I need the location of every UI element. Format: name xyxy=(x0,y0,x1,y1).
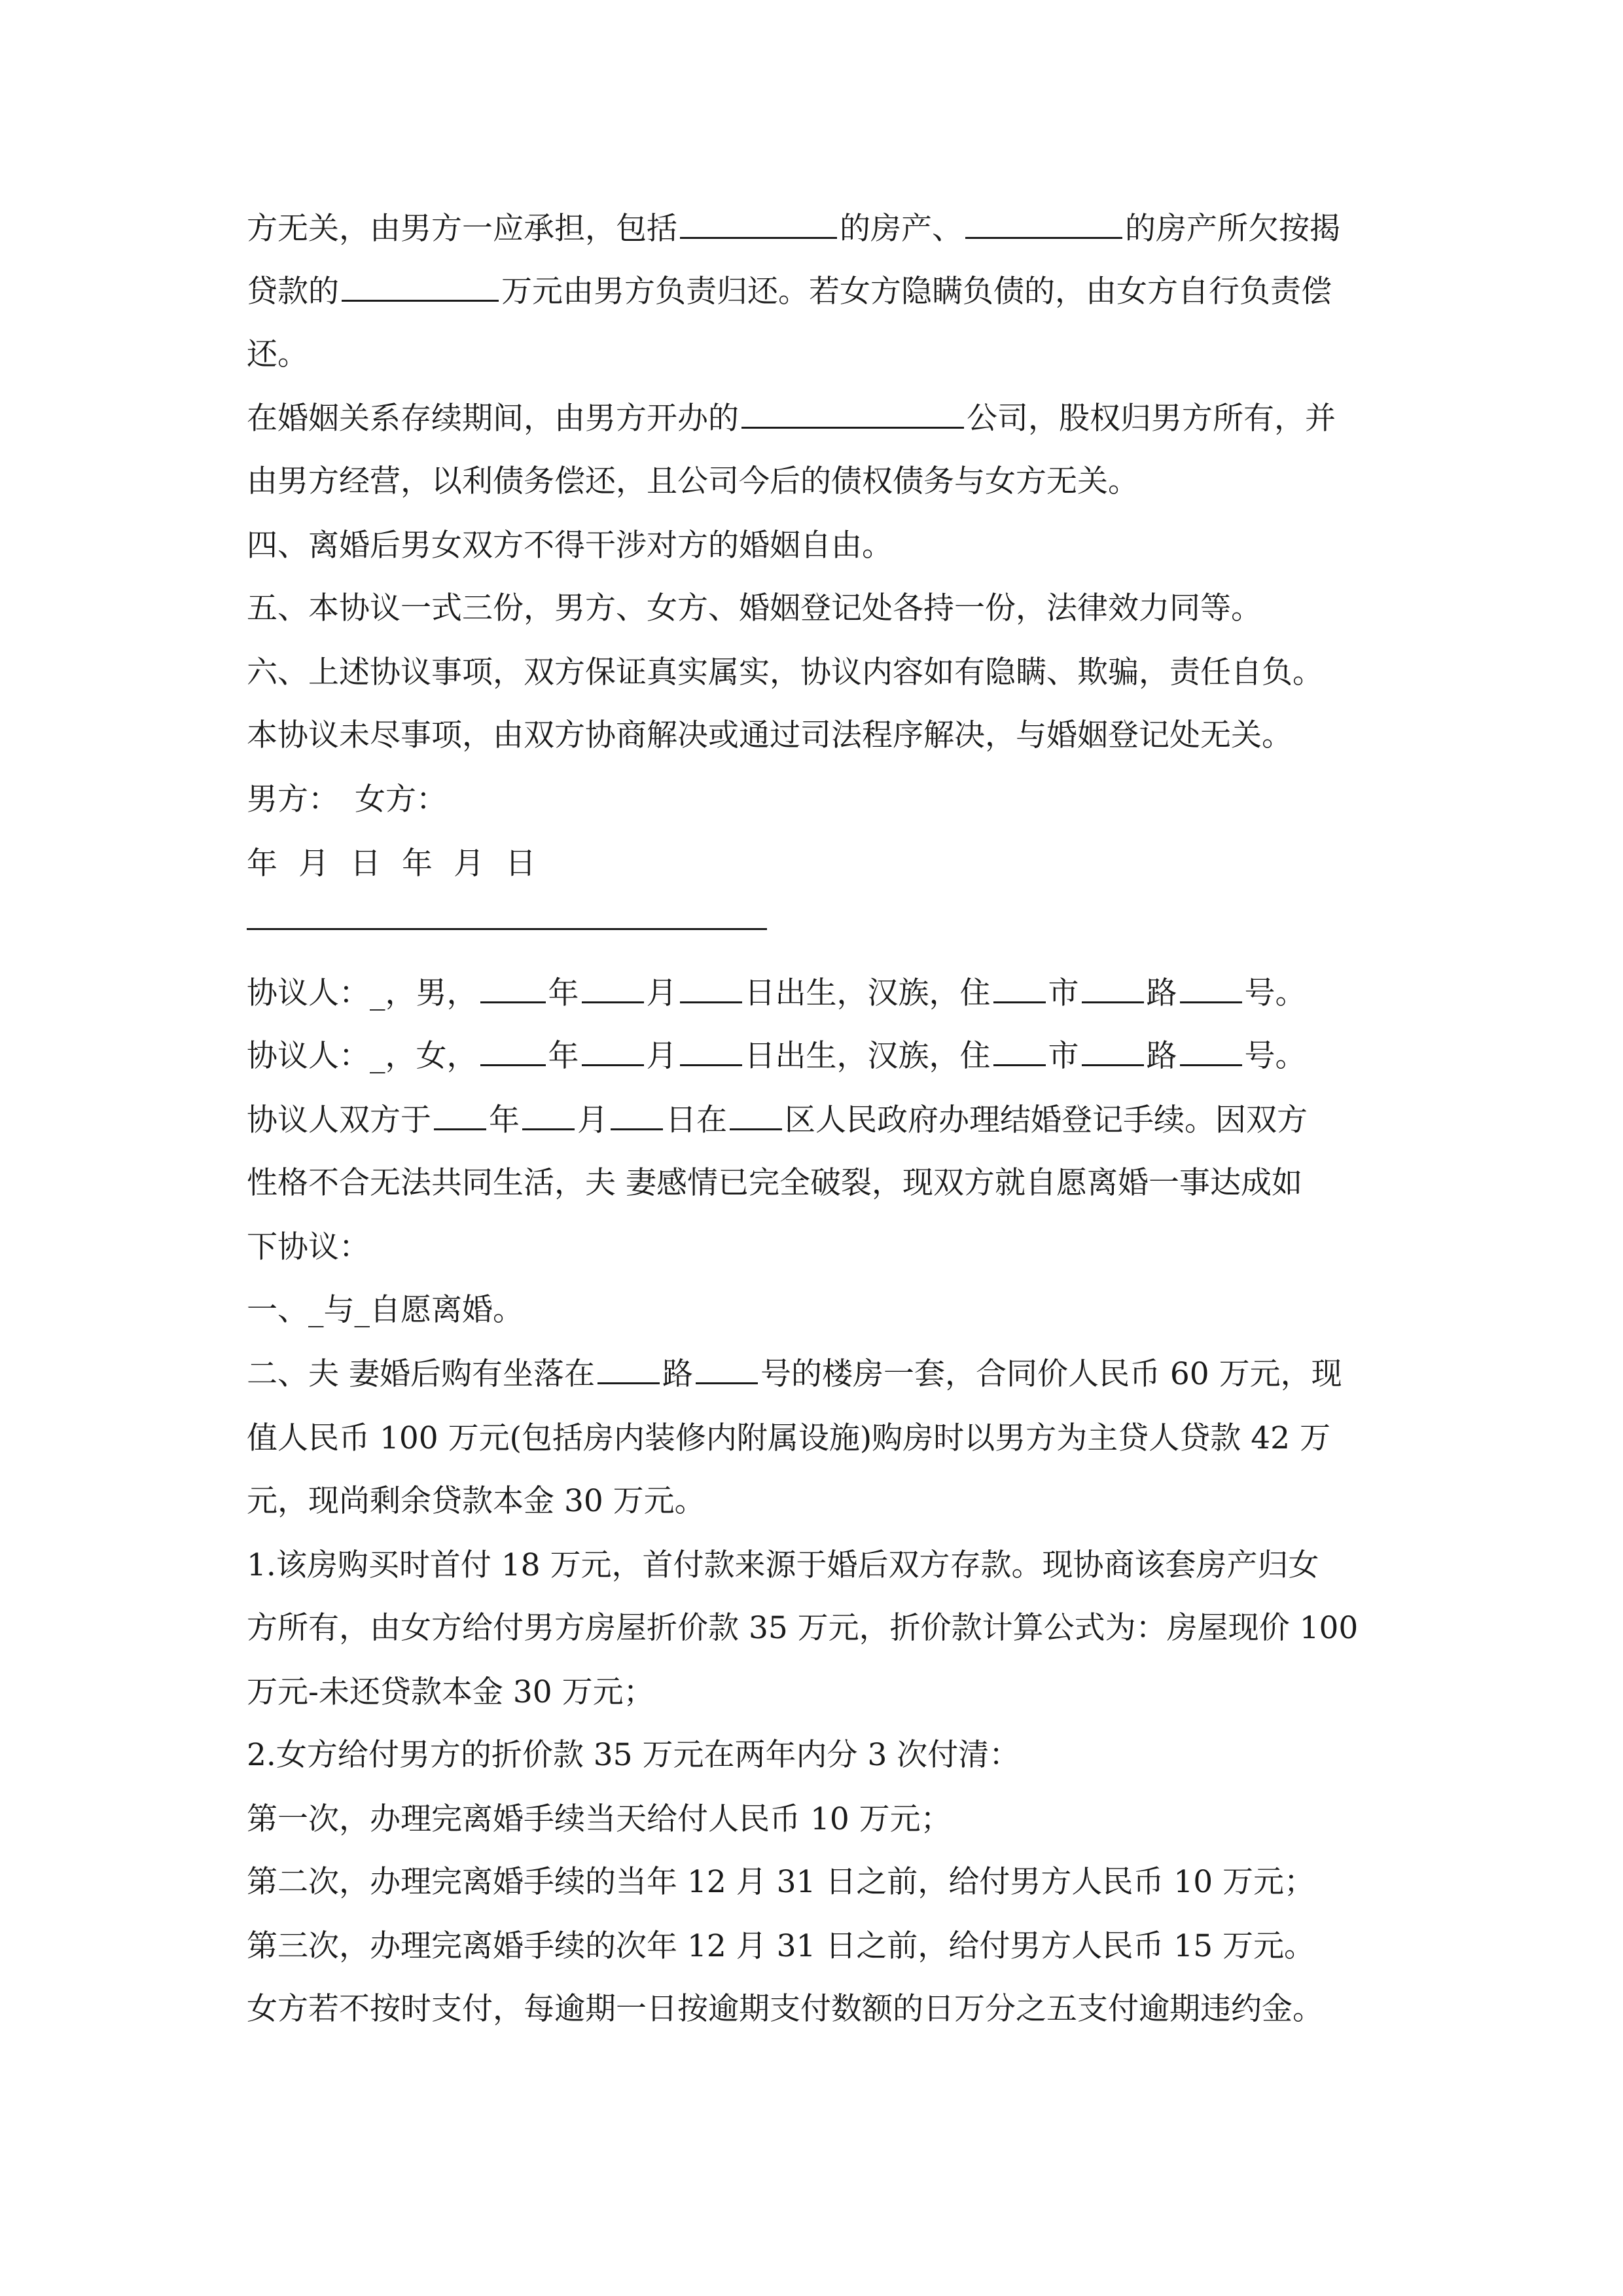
item-1-line3: 万元-未还贷款本金 30 万元； xyxy=(247,1674,654,1710)
fill-blank[interactable] xyxy=(434,1101,486,1130)
fill-blank[interactable] xyxy=(993,1037,1046,1066)
fill-blank[interactable] xyxy=(696,1355,758,1384)
text-span: 区人民政府办理结婚登记手续。因双方 xyxy=(785,1102,1308,1138)
text-span: 路 xyxy=(1146,1038,1177,1074)
female-signature-label: 女方： xyxy=(355,781,447,817)
item-2: 2.女方给付男方的折价款 35 万元在两年内分 3 次付清： xyxy=(247,1737,1020,1773)
text-span: 协议人双方于 xyxy=(247,1102,431,1138)
text-span: 万元由男方负责归还。若女方隐瞒负债的，由女方自行负责偿 xyxy=(501,274,1332,310)
text-span: 的房产所欠按揭 xyxy=(1125,211,1340,247)
p1-line2 xyxy=(247,272,1332,312)
text-span: 日在 xyxy=(666,1102,727,1138)
item-1-line2: 方所有，由女方给付男方房屋折价款 35 万元，折价款计算公式为：房屋现价 100 xyxy=(247,1610,1359,1646)
fill-blank[interactable] xyxy=(480,1037,546,1066)
text-span: 月 xyxy=(646,1038,677,1074)
text-span: 路 xyxy=(662,1356,693,1392)
fill-blank[interactable] xyxy=(1082,974,1144,1003)
date-month: 月 xyxy=(454,846,484,882)
date-year: 年 xyxy=(247,846,277,882)
fill-blank[interactable] xyxy=(680,209,837,239)
text-span: 协议人：_，男， xyxy=(247,975,478,1011)
clause-2-line3: 元，现尚剩余贷款本金 30 万元。 xyxy=(247,1483,705,1519)
text-span: 方无关，由男方一应承担，包括 xyxy=(247,211,677,247)
intro-line1 xyxy=(247,1101,1308,1140)
date-day: 日 xyxy=(350,846,381,882)
party-1-line xyxy=(247,974,1306,1013)
male-signature-label: 男方： xyxy=(247,781,339,817)
text-span: 日出生，汉族，住 xyxy=(744,1038,991,1074)
section-divider xyxy=(247,928,767,930)
fill-blank[interactable] xyxy=(993,974,1046,1003)
date-row xyxy=(247,844,536,884)
fill-blank[interactable] xyxy=(611,1101,663,1130)
text-span: 年 xyxy=(548,975,579,1011)
party-2-line xyxy=(247,1037,1306,1076)
text-span: 还。 xyxy=(247,336,308,372)
fill-blank[interactable] xyxy=(1180,974,1242,1003)
fill-blank[interactable] xyxy=(730,1101,782,1130)
fill-blank[interactable] xyxy=(342,272,499,302)
p2-line2 xyxy=(247,462,1139,501)
p2-line1 xyxy=(247,399,1336,439)
fill-blank[interactable] xyxy=(741,399,964,429)
text-span: 号的楼房一套，合同价人民币 60 万元，现 xyxy=(760,1356,1342,1392)
text-span: 在婚姻关系存续期间，由男方开办的 xyxy=(247,401,739,437)
note-line: 本协议未尽事项，由双方协商解决或通过司法程序解决，与婚姻登记处无关。 xyxy=(247,717,1293,753)
clause-2-line1 xyxy=(247,1355,1342,1394)
date-day: 日 xyxy=(505,846,536,882)
clause-5: 五、本协议一式三份，男方、女方、婚姻登记处各持一份，法律效力同等。 xyxy=(247,590,1262,626)
text-span: 年 xyxy=(489,1102,520,1138)
text-span: 号。 xyxy=(1244,1038,1306,1074)
fill-blank[interactable] xyxy=(680,1037,742,1066)
text-span: 由男方经营，以利债务偿还，且公司今后的债权债务与女方无关。 xyxy=(247,463,1139,499)
text-span: 公司，股权归男方所有，并 xyxy=(967,401,1336,437)
payment-3: 第三次，办理完离婚手续的次年 12 月 31 日之前，给付男方人民币 15 万元。 xyxy=(247,1928,1315,1964)
p1-line1 xyxy=(247,209,1340,249)
clause-2-line2: 值人民币 100 万元(包括房内装修内附属设施)购房时以男方为主贷人贷款 42 万 xyxy=(247,1420,1330,1456)
clause-4: 四、离婚后男女双方不得干涉对方的婚姻自由。 xyxy=(247,528,893,564)
fill-blank[interactable] xyxy=(480,974,546,1003)
payment-2: 第二次，办理完离婚手续的当年 12 月 31 日之前，给付男方人民币 10 万元； xyxy=(247,1864,1315,1900)
text-span: 二、夫 妻婚后购有坐落在 xyxy=(247,1356,595,1392)
intro-line2: 性格不合无法共同生活，夫 妻感情已完全破裂，现双方就自愿离婚一事达成如 xyxy=(247,1165,1302,1201)
date-year: 年 xyxy=(402,846,433,882)
fill-blank[interactable] xyxy=(1082,1037,1144,1066)
intro-line3: 下协议： xyxy=(247,1229,370,1265)
fill-blank[interactable] xyxy=(680,974,742,1003)
fill-blank[interactable] xyxy=(582,1037,644,1066)
text-span: 协议人：_，女， xyxy=(247,1038,478,1074)
p1-line3 xyxy=(247,335,308,374)
clause-1: 一、_与_自愿离婚。 xyxy=(247,1292,524,1328)
fill-blank[interactable] xyxy=(1180,1037,1242,1066)
text-span: 路 xyxy=(1146,975,1177,1011)
signature-row xyxy=(247,780,447,819)
penalty-line: 女方若不按时支付，每逾期一日按逾期支付数额的日万分之五支付逾期违约金。 xyxy=(247,1991,1323,2027)
text-span: 日出生，汉族，住 xyxy=(744,975,991,1011)
text-span: 月 xyxy=(646,975,677,1011)
text-span: 号。 xyxy=(1244,975,1306,1011)
text-span: 市 xyxy=(1048,1038,1079,1074)
fill-blank[interactable] xyxy=(582,974,644,1003)
fill-blank[interactable] xyxy=(522,1101,575,1130)
item-1-line1: 1.该房购买时首付 18 万元，首付款来源于婚后双方存款。现协商该套房产归女 xyxy=(247,1547,1319,1583)
date-month: 月 xyxy=(298,846,329,882)
text-span: 市 xyxy=(1048,975,1079,1011)
payment-1: 第一次，办理完离婚手续当天给付人民币 10 万元； xyxy=(247,1801,952,1837)
clause-6: 六、上述协议事项，双方保证真实属实，协议内容如有隐瞒、欺骗，责任自负。 xyxy=(247,655,1323,691)
text-span: 年 xyxy=(548,1038,579,1074)
text-span: 贷款的 xyxy=(247,274,339,310)
text-span: 月 xyxy=(577,1102,608,1138)
text-span: 的房产、 xyxy=(840,211,963,247)
fill-blank[interactable] xyxy=(965,209,1122,239)
fill-blank[interactable] xyxy=(597,1355,660,1384)
